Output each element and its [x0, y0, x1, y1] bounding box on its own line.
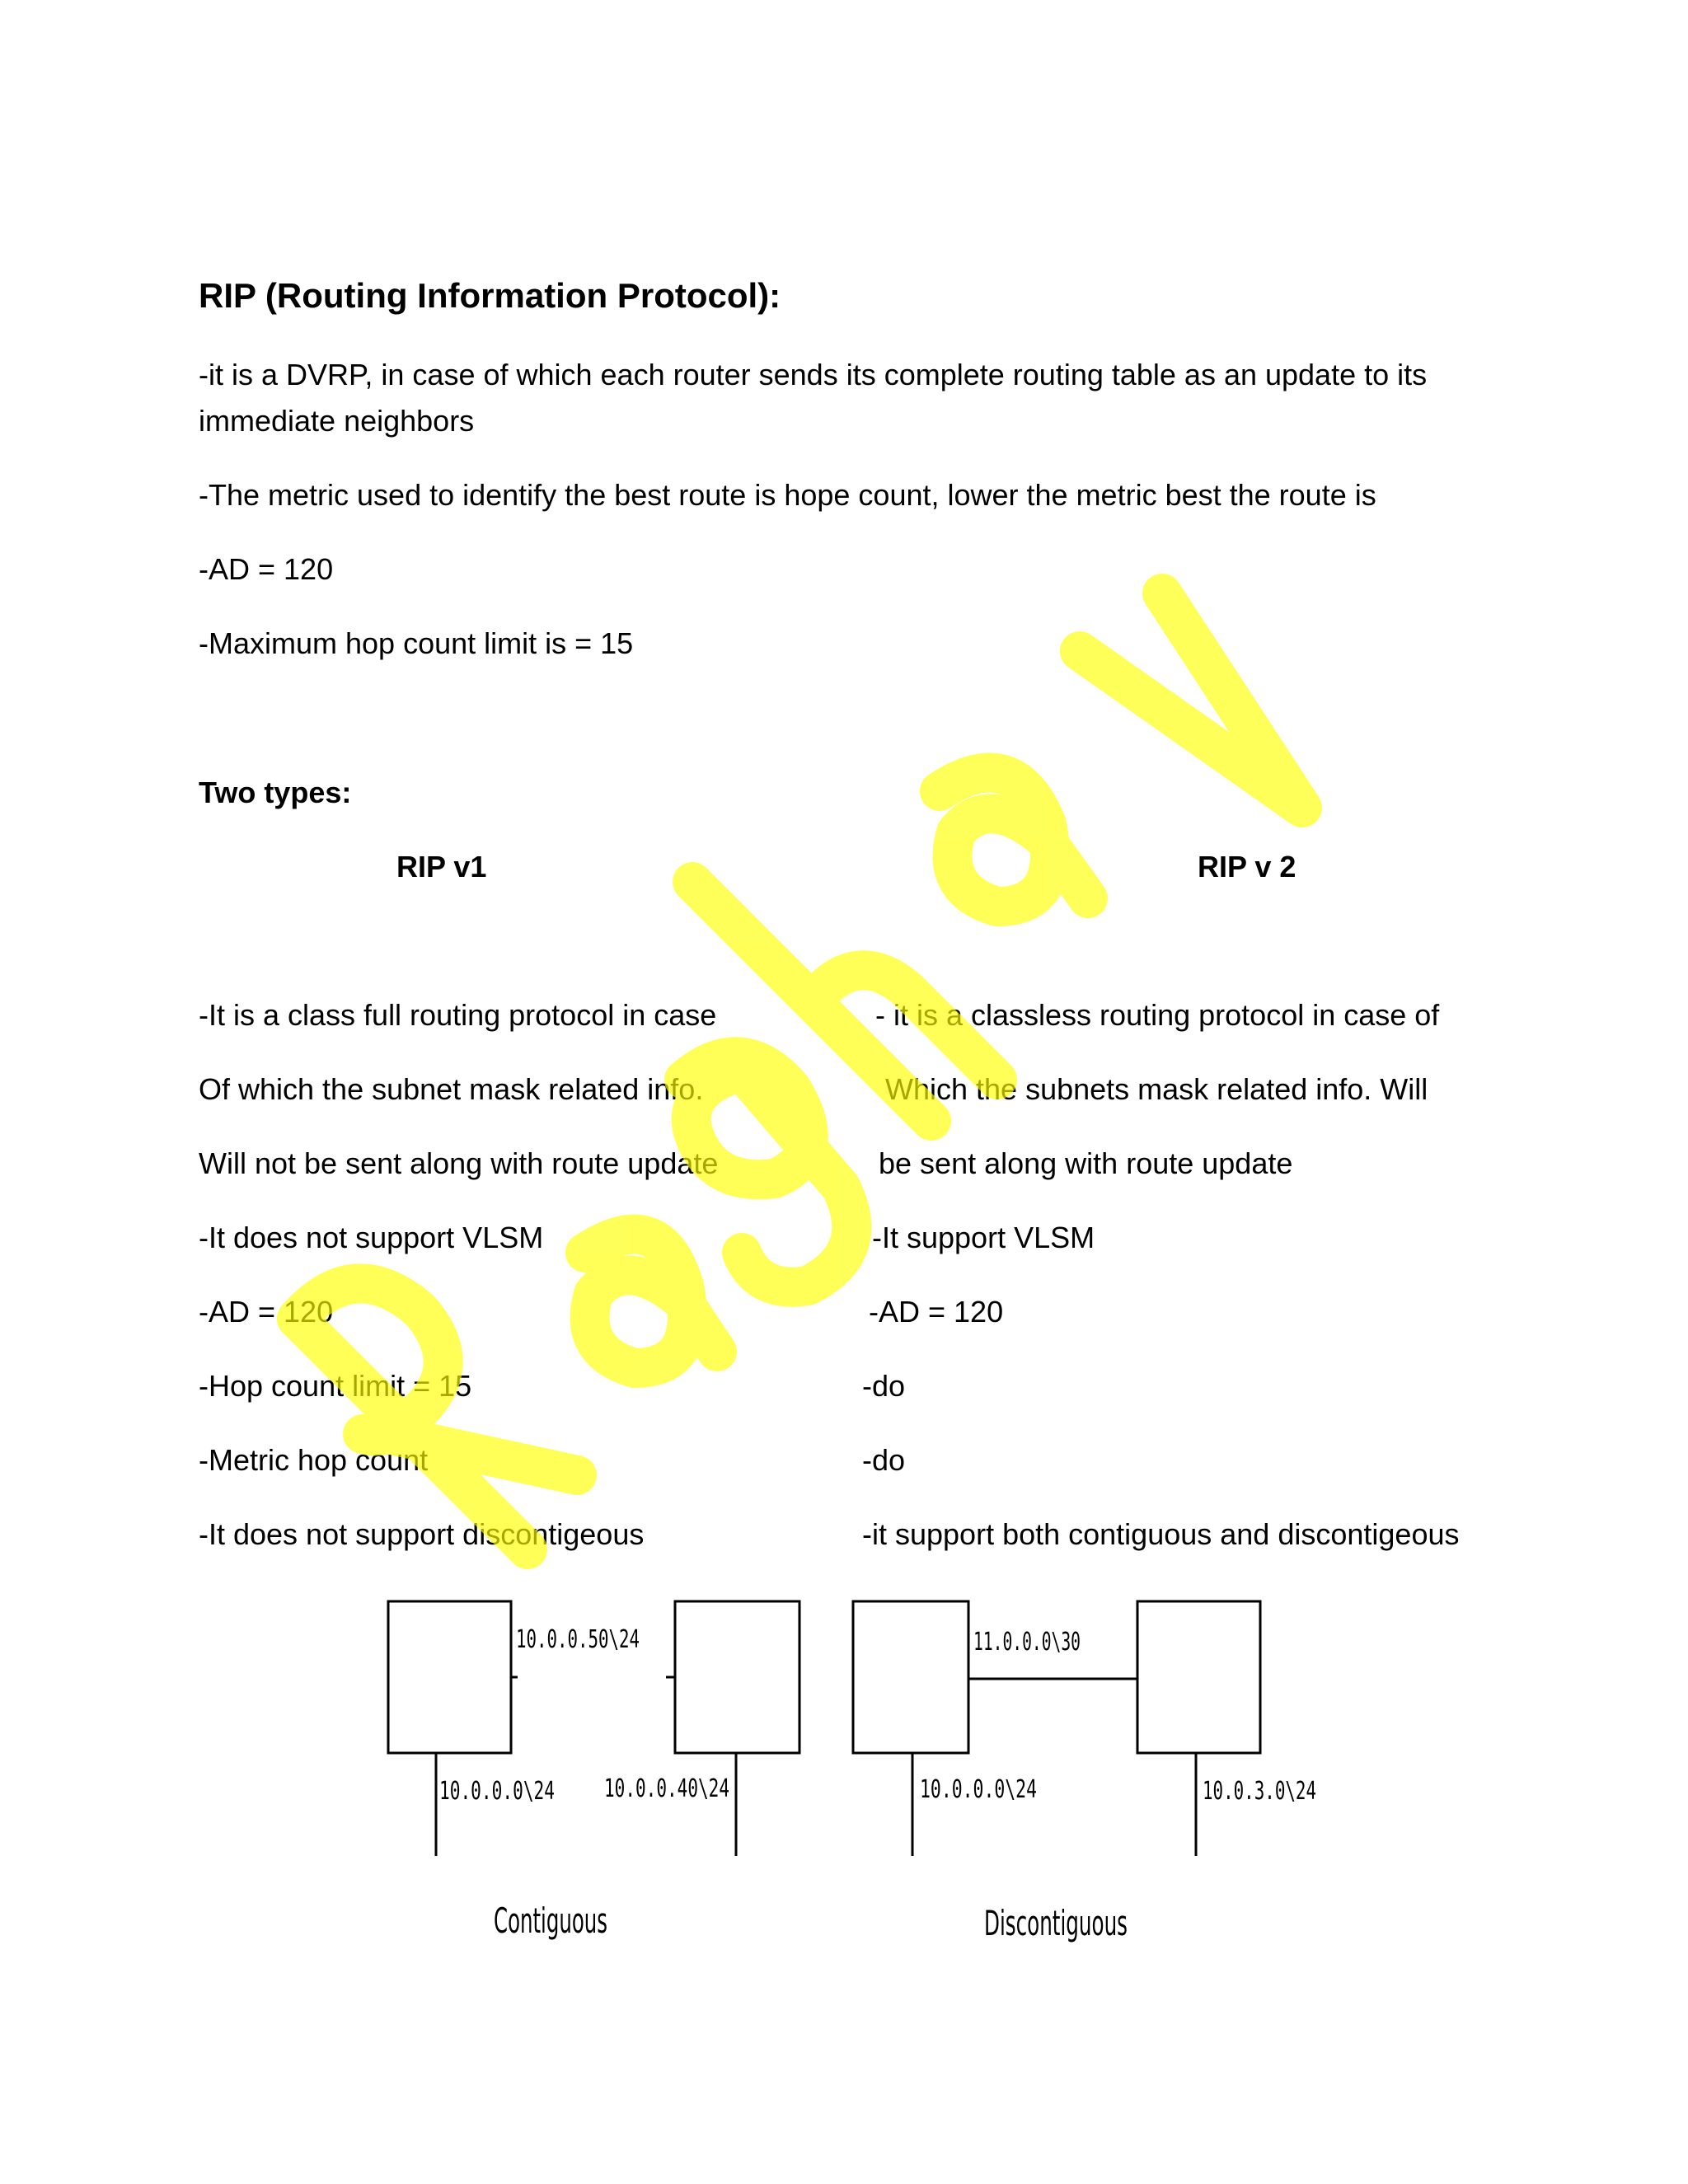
- page-title: RIP (Routing Information Protocol):: [199, 276, 781, 315]
- v2-item: be sent along with route update: [879, 1146, 1293, 1180]
- v2-item: -It support VLSM: [872, 1221, 1095, 1254]
- intro-line-2: immediate neighbors: [199, 404, 475, 438]
- discontiguous-right-lan-label: 10.0.3.0\24: [1203, 1777, 1316, 1806]
- v1-item: -It does not support VLSM: [199, 1221, 544, 1254]
- max-hop-line: -Maximum hop count limit is = 15: [199, 626, 634, 660]
- v2-item: -do: [862, 1369, 906, 1403]
- router-box: [853, 1601, 968, 1753]
- contiguous-link-label: 10.0.0.50\24: [516, 1625, 640, 1654]
- v1-item: -AD = 120: [199, 1295, 334, 1329]
- rip-v2-heading: RIP v 2: [1198, 850, 1296, 883]
- discontiguous-left-lan-label: 10.0.0.0\24: [920, 1775, 1037, 1804]
- v1-item: -It is a class full routing protocol in case: [199, 998, 717, 1032]
- v1-item: Of which the subnet mask related info.: [199, 1072, 704, 1106]
- v2-item: -AD = 120: [869, 1295, 1004, 1329]
- metric-line: -The metric used to identify the best route is hope count, lower the metric best the route is: [199, 478, 1376, 512]
- v2-item: -do: [862, 1443, 906, 1477]
- v2-item: Which the subnets mask related info. Will: [877, 1072, 1428, 1106]
- ad-line: -AD = 120: [199, 552, 334, 586]
- contiguous-caption: Contiguous: [494, 1900, 607, 1941]
- v2-item: -it support both contiguous and discontigeous: [862, 1517, 1460, 1551]
- intro-line-1: -it is a DVRP, in case of which each router sends its complete routing table as an update to its: [199, 358, 1428, 391]
- contiguous-left-lan-label: 10.0.0.0\24: [439, 1777, 555, 1806]
- v1-item: Will not be sent along with route update: [199, 1146, 719, 1180]
- v2-item: - it is a classless routing protocol in case of: [875, 998, 1440, 1032]
- v1-item: -Metric hop count: [199, 1443, 429, 1477]
- discontiguous-caption: Discontiguous: [984, 1903, 1128, 1943]
- router-box: [388, 1601, 511, 1753]
- rip-v1-heading: RIP v1: [396, 850, 487, 883]
- router-box: [1137, 1601, 1260, 1753]
- two-types-heading: Two types:: [199, 776, 352, 809]
- v1-item: -Hop count limit = 15: [199, 1369, 472, 1403]
- v1-item: -It does not support discontigeous: [199, 1517, 645, 1551]
- discontiguous-link-label: 11.0.0.0\30: [973, 1628, 1081, 1657]
- router-box: [675, 1601, 799, 1753]
- contiguous-right-lan-label: 10.0.0.40\24: [604, 1774, 729, 1803]
